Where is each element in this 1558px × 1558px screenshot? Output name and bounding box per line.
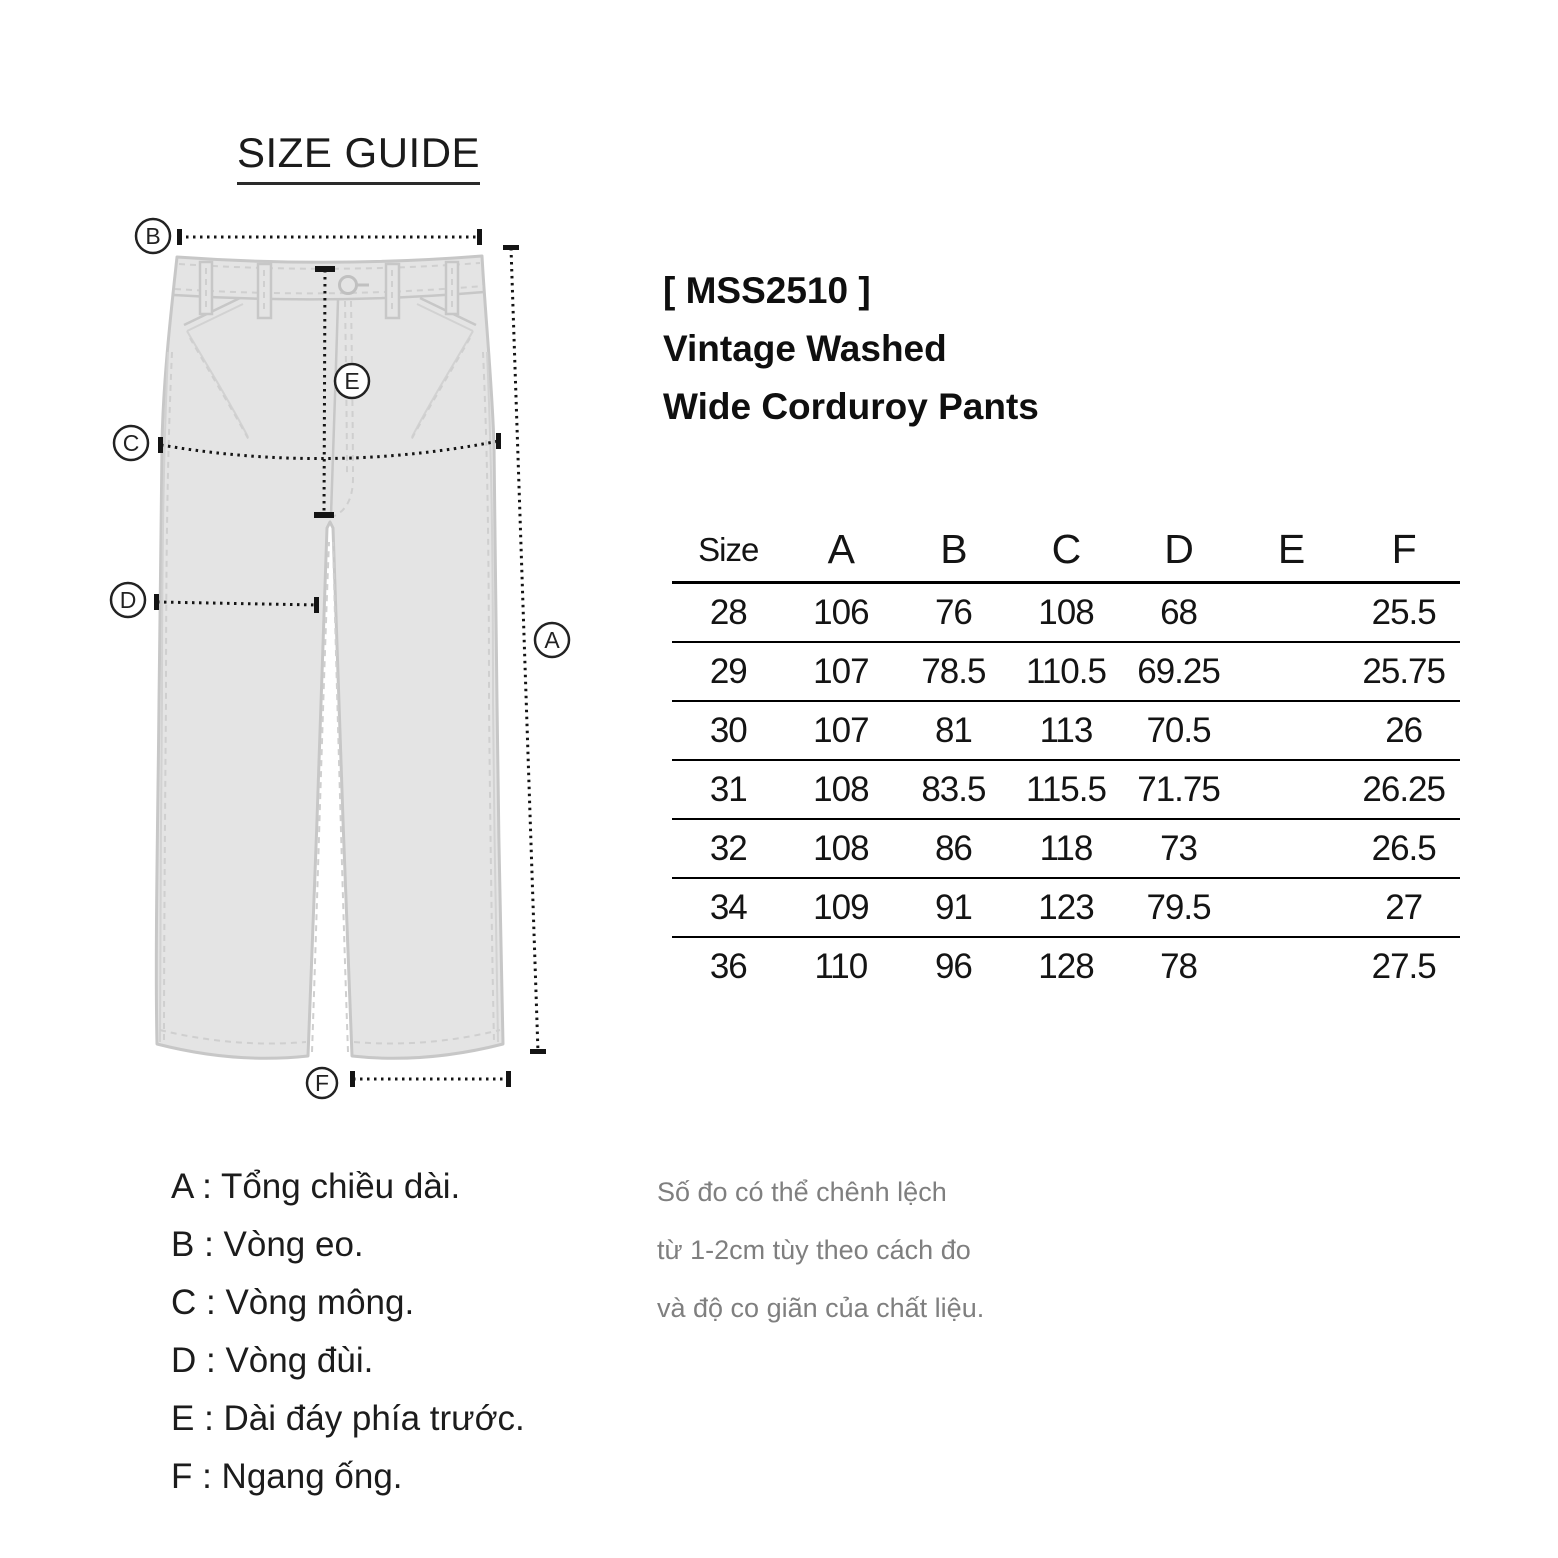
table-cell: 69.25 [1122,642,1235,701]
header-row [672,518,1460,583]
table-cell: 78 [1160,946,1197,986]
table-cell: 32 [672,819,785,878]
table-cell: 26.25 [1347,760,1460,819]
table-cell: 31 [672,760,785,819]
table-cell: 83.5 [897,760,1010,819]
table-cell: 71.75 [1122,760,1235,819]
table-cell: 128 [1038,946,1094,986]
table-row [672,878,1460,937]
table-cell: 70.5 [1122,701,1235,760]
table-cell: 27.5 [1371,946,1436,986]
table-cell: 107 [785,701,898,760]
table-cell: 110 [814,946,868,986]
table-cell: 73 [1122,819,1235,878]
table-cell [1235,819,1348,878]
column-header-a: A [785,518,898,583]
table-cell: 91 [897,878,1010,937]
table-row [672,642,1460,701]
table-cell: 76 [897,583,1010,643]
column-header-b: B [897,518,1010,583]
table-cell: 25.5 [1347,583,1460,643]
table-row [672,937,1460,995]
table-row [672,760,1460,819]
size-table [672,518,1460,995]
table-cell: 27 [1347,878,1460,937]
table-row [672,819,1460,878]
table-cell: 78.5 [897,642,1010,701]
table-cell [1235,878,1348,937]
column-header-d: D [1122,518,1235,583]
table-row [672,583,1460,643]
product-title-block [663,262,1039,436]
button-icon [340,277,357,294]
dimension-c-label: C [122,430,140,456]
table-cell: 68 [1122,583,1235,643]
note-line: Số đo có thể chênh lệch [657,1177,947,1207]
legend-item-e: E : Dài đáy phía trước. [171,1399,525,1438]
table-cell: 96 [934,946,972,986]
table-cell: 108 [1010,583,1123,643]
dimension-b [136,219,482,253]
measurement-legend [171,1158,525,1506]
table-cell: 29 [672,642,785,701]
dimension-d-label: D [119,587,137,613]
measurement-note [657,1163,984,1337]
table-cell: 30 [672,701,785,760]
product-code: [ MSS2510 ] [663,270,871,311]
table-cell: 28 [672,583,785,643]
table-cell: 26 [1347,701,1460,760]
table-cell: 118 [1010,819,1123,878]
table-cell [1235,937,1348,995]
table-cell: 113 [1010,701,1123,760]
legend-item-d: D : Vòng đùi. [171,1341,374,1380]
table-cell: 107 [785,642,898,701]
dimension-a-label: A [544,627,560,653]
table-cell: 115.5 [1010,760,1123,819]
pants-outline [156,256,503,1058]
size-table-header [672,518,1460,583]
table-cell: 108 [785,819,898,878]
legend-item-f: F : Ngang ống. [171,1457,403,1496]
table-cell: 79.5 [1122,878,1235,937]
table-cell [1235,642,1348,701]
table-row [672,701,1460,760]
column-header-c: C [1010,518,1123,583]
dimension-a [503,245,569,1054]
table-cell [1235,701,1348,760]
legend-item-c: C : Vòng mông. [171,1283,415,1322]
product-name-line1: Vintage Washed [663,328,947,369]
table-cell: 81 [897,701,1010,760]
dimension-f-label: F [314,1070,330,1096]
table-cell: 108 [785,760,898,819]
note-line: và độ co giãn của chất liệu. [657,1293,985,1323]
table-cell: 25.75 [1347,642,1460,701]
table-cell: 123 [1010,878,1123,937]
dimension-e-label: E [344,368,360,394]
table-cell [1235,583,1348,643]
table-cell: 106 [785,583,898,643]
legend-item-a: A : Tổng chiều dài. [171,1167,461,1206]
column-header-e: E [1235,518,1348,583]
page-title: SIZE GUIDE [237,129,480,185]
column-header-size: Size [672,518,785,583]
table-cell: 34 [672,878,785,937]
pants-diagram [105,212,585,1112]
table-cell: 26.5 [1347,819,1460,878]
column-header-f: F [1347,518,1460,583]
table-cell: 36 [709,946,747,986]
table-cell: 110.5 [1010,642,1123,701]
table-cell: 109 [785,878,898,937]
note-line: từ 1-2cm tùy theo cách đo [657,1235,971,1265]
dimension-f [307,1068,511,1098]
dimension-b-label: B [145,223,161,249]
table-cell: 86 [897,819,1010,878]
product-name-line2: Wide Corduroy Pants [663,386,1039,427]
table-cell [1235,760,1348,819]
legend-item-b: B : Vòng eo. [171,1225,364,1264]
